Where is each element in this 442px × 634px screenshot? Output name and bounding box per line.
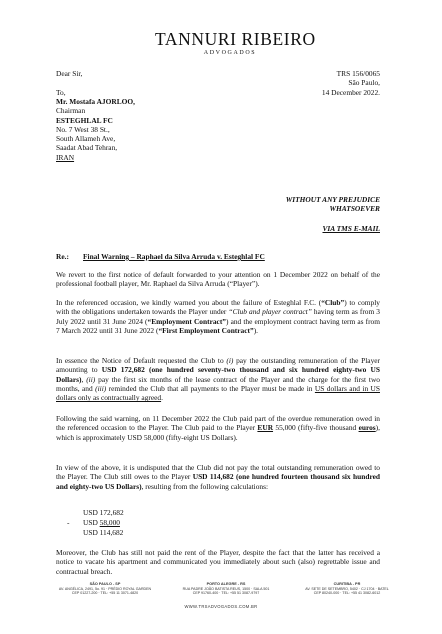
salutation: Dear Sir, xyxy=(56,69,83,78)
prejudice-line-1: WITHOUT ANY PREJUDICE xyxy=(285,195,380,204)
re-subject: Final Warning – Raphael da Silva Arruda v. Esteghlal FC xyxy=(83,252,265,261)
paragraph-6: Moreover, the Club has still not paid the rent of the Player, despite the fact that the latter has received a notice to vacate his apartment and communicated you immediately about such (also) regrettable issue and contractual breach. xyxy=(56,548,380,576)
footer-office-porto-alegre: PORTO ALEGRE - RS RUA PADRE JOÃO BATISTA REUS, 1500 · SALA 501 CEP 91760-400 · TEL: +55 51 3087-9797 xyxy=(182,582,270,596)
calc-line-1: USD 172,682 xyxy=(83,508,124,517)
paragraph-1: We revert to the first notice of default forwarded to your attention on 1 December 2022 on behalf of the professional football player, Mr. Raphael da Silva Arruda (“Player”). xyxy=(56,270,380,289)
recipient-org: ESTEGHLAL FC xyxy=(56,115,113,125)
paragraph-5: In view of the above, it is undisputed that the Club did not pay the total outstanding remuneration owed to the Player. The Club still owes to the Player USD 114,682 (one hundred fourteen thousand six hundred and eighty-two US Dollars), resulting from the following calculations: xyxy=(56,463,380,491)
footer-offices xyxy=(50,582,402,596)
letter-place: São Paulo, xyxy=(348,78,380,88)
recipient-block xyxy=(56,97,256,162)
logo-subtitle: ADVOGADOS xyxy=(203,50,257,56)
delivery-method: VIA TMS E-MAIL xyxy=(322,224,380,233)
letter-date: 14 December 2022. xyxy=(321,87,380,97)
calc-line-2: USD 58,000 xyxy=(83,518,120,527)
re-label: Re.: xyxy=(56,252,69,261)
recipient-title: Chairman xyxy=(56,106,86,116)
logo-wordmark: TANNURI RIBEIRO xyxy=(155,29,316,49)
footer-office-sao-paulo: SÃO PAULO - SP AV. ANGÉLICA, 2491, 5o. 91 · PRÉDIO ROYAL GARDEN CEP 01227-200 · TEL: +55 11 3071-4820 xyxy=(58,582,152,596)
paragraph-3: In essence the Notice of Default requested the Club to (i) pay the outstanding remuneration of the Player amounting to USD 172,682 (one hundred seventy-two thousand and six hundred eighty-two US Dollars), (ii) pay the first six months of the lease contract of the Player and the charge for the first two months, and (iii) reminded the Club that all payments to the Player must be made in US dollars and in US dollars only as contractually agreed. xyxy=(56,356,381,403)
recipient-name: Mr. Mostafa AJORLOO, xyxy=(56,97,135,106)
footer-website: WWW.TRSADVOGADOS.COM.BR xyxy=(184,604,258,609)
recipient-country: IRAN xyxy=(56,152,75,162)
paragraph-2: In the referenced occasion, we kindly warned you about the failure of Esteghlal F.C. (“Club”) to comply with the obligations undertaken towards the Player under “Club and player contract” having term as from 3 July 2022 until 31 June 2024 (“Employment Contract”) and the employment contract having term as from 7 March 2022 until 31 June 2022 (“First Employment Contract”). xyxy=(56,298,380,335)
recipient-address-2: South Allameh Ave, xyxy=(56,134,116,144)
recipient-address-1: No. 7 West 38 St., xyxy=(56,124,110,134)
letter-reference-block xyxy=(260,69,380,97)
letter-reference: TRS 156/0065 xyxy=(336,69,380,78)
to-label: To, xyxy=(56,88,66,97)
calc-line-3: USD 114,682 xyxy=(83,528,124,537)
calc-minus: - xyxy=(67,518,70,527)
firm-logo xyxy=(155,29,316,57)
prejudice-block xyxy=(180,195,380,214)
footer-office-curitiba: CURITIBA - PR AV. SETE DE SETEMBRO, 5402 · CJ 1704 · BATEL CEP 80240-000 · TEL: +55 41 3082-6012 xyxy=(305,582,389,596)
prejudice-line-2: WHATSOEVER xyxy=(329,204,380,214)
recipient-address-3: Saadat Abad Tehran, xyxy=(56,143,118,153)
paragraph-4: Following the said warning, on 11 December 2022 the Club paid part of the overdue remuneration owed in the referenced occasion to the Player. The Club paid to the Player EUR 55,000 (fifty-five thousand euros), which is approximately USD 58,000 (fifty-eight US Dollars). xyxy=(56,414,380,442)
